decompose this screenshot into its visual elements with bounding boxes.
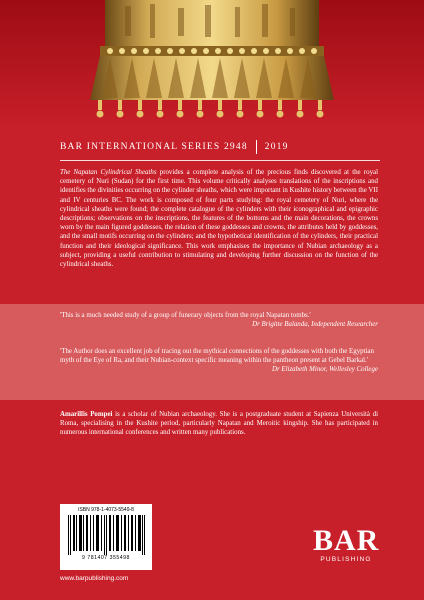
book-title: The Napatan Cylindrical Sheaths xyxy=(60,169,157,176)
author-bio xyxy=(60,410,378,438)
author-name: Amarillis Pompei xyxy=(60,411,113,418)
cover-photo-golden-sheath xyxy=(0,0,424,130)
series-name: BAR INTERNATIONAL SERIES 2948 xyxy=(60,142,248,152)
series-rule xyxy=(60,160,380,161)
description-body: provides a complete analysis of the precious finds discovered at the royal cemetery of Nuri (Sudan) for the first time. This volume critically analyses translations of the inscriptions and identifies the divinities occurring on the cylinder sheaths, which were important in Kushite history between the VII and IV centuries BC. The work is composed of four parts studying: the royal cemetery of Nuri, where the cylindrical sheaths were found; the complete catalogue of the cylinders with their iconographical and epigraphic descriptions; observations on the inscriptions, the features of the bottoms and the main decorations, the crowns worn by the main figured goddesses, the relation of these goddesses and crowns, the attributes held by goddesses, and the small motifs occurring on the cylinders; and the hypothetical identification of the cylinders, their practical function and their ideological significance. This work emphasises the importance of Nubian archaeology as a subject, providing a useful contribution to stimulating and developing further discussion on the function of the cylindrical sheaths. xyxy=(60,169,378,269)
bar-publishing-logo xyxy=(313,526,379,576)
review-quote-2 xyxy=(60,347,378,374)
isbn-text: ISBN 978-1-4073-5549-8 xyxy=(78,507,134,513)
isbn-barcode xyxy=(60,504,152,570)
review-quote-1 xyxy=(60,311,378,329)
author-bio-text: is a scholar of Nubian archaeology. She is a postgraduate student at Sapienza Università di Roma, specialising in the Kushite period, particularly Napatan and Meroitic kingship. She has participated in numerous international conferences and written many publications. xyxy=(60,411,379,437)
series-year: 2019 xyxy=(264,142,289,152)
review-text-2: 'The Author does an excellent job of tracing out the mythical connections of the goddesses with both the Egyptian myth of the Eye of Ra, and their Nubian-context specific meaning within the pantheon present at Gebel Barkal.' xyxy=(60,348,374,364)
series-divider xyxy=(256,140,257,154)
logo-sub-text: PUBLISHING xyxy=(320,556,372,563)
logo-main-text: BAR xyxy=(313,524,380,557)
barcode-bars xyxy=(66,515,146,555)
publisher-website[interactable]: www.barpublishing.com xyxy=(60,575,129,582)
review-attribution-1: Dr Brigitte Balanda, Independent Researcher xyxy=(252,321,378,328)
series-line xyxy=(60,137,380,157)
barcode-digits: 9 781407 355498 xyxy=(82,555,130,561)
review-attribution-2: Dr Elizabeth Minor, Wellesley College xyxy=(272,366,378,373)
book-description xyxy=(60,168,378,269)
review-text-1: 'This is a much needed study of a group of funerary objects from the royal Napatan tombs.' xyxy=(60,312,311,319)
golden-sheath-illustration xyxy=(0,0,424,130)
